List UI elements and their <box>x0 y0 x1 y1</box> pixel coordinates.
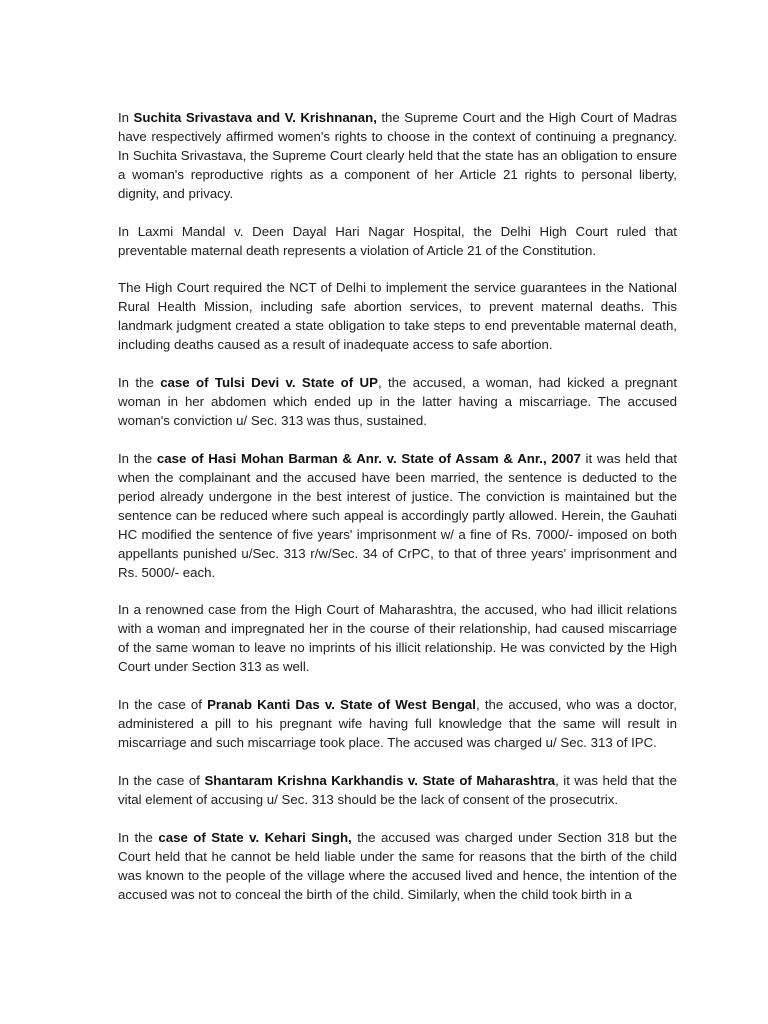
case-name: case of Hasi Mohan Barman & Anr. v. State of Assam & Anr., 2007 <box>156 450 581 466</box>
paragraph-text: the Supreme Court and the High Court of Madras have respectively affirmed women's rights to choose in the context of continuing a pregnancy. In Suchita Srivastava, the Supreme Court clearly held that the state has an obligation to ensure a woman's reproductive rights as a component of her Article 21 rights to personal liberty, dignity, and privacy. <box>118 110 678 201</box>
body-paragraph <box>118 829 677 905</box>
document-body <box>118 109 677 923</box>
case-name: Shantaram Krishna Karkhandis v. State of Maharashtra <box>204 772 556 788</box>
paragraph-text: In the <box>118 375 161 391</box>
paragraph-text: , the accused, who was a doctor, administered a pill to his pregnant wife having full knowledge that the same will result in miscarriage and such miscarriage took place. The accused was charged u/ Sec. 313 of IPC. <box>118 697 677 751</box>
body-paragraph <box>118 109 677 204</box>
body-paragraph <box>118 279 677 355</box>
body-paragraph <box>118 696 677 753</box>
case-name: case of Tulsi Devi v. State of UP <box>160 375 378 391</box>
body-paragraph <box>118 223 677 261</box>
paragraph-text: In Laxmi Mandal v. Deen Dayal Hari Nagar Hospital, the Delhi High Court ruled that preventable maternal death represents a violation of Article 21 of the Constitution. <box>118 223 677 258</box>
paragraph-text: the accused was charged under Section 318 but the Court held that he cannot be held liable under the same for reasons that the birth of the child was known to the people of the village where the accused lived and hence, the intention of the accused was not to conceal the birth of the child. Similarly, when the child took birth in a <box>118 829 677 902</box>
paragraph-text: In the case of <box>118 697 208 713</box>
case-name: Suchita Srivastava and V. Krishnanan, <box>133 110 377 125</box>
paragraph-text: The High Court required the NCT of Delhi to implement the service guarantees in the National Rural Health Mission, including safe abortion services, to prevent maternal deaths. This landmark judgment created a state obligation to take steps to end preventable maternal death, including deaths caused as a result of inadequate access to safe abortion. <box>118 280 677 353</box>
case-name: case of State v. Kehari Singh, <box>158 829 352 845</box>
case-name: Pranab Kanti Das v. State of West Bengal <box>207 697 476 713</box>
paragraph-text: In <box>118 110 134 125</box>
paragraph-text: In the <box>118 829 159 845</box>
paragraph-text: , the accused, a woman, had kicked a pregnant woman in her abdomen which ended up in the latter having a miscarriage. The accused woman's conviction u/ Sec. 313 was thus, sustained. <box>118 375 678 429</box>
paragraph-text: In the <box>118 450 157 466</box>
paragraph-text: it was held that when the complainant and the accused have been married, the sentence is deducted to the period already undergone in the best interest of justice. The conviction is maintained but the sentence can be reduced where such appeal is accordingly partly allowed. Herein, the Gauhati HC modified the sentence of five years' imprisonment w/ a fine of Rs. 7000/- imposed on both appellants punished u/Sec. 313 r/w/Sec. 34 of CrPC, to that of three years' imprisonment and Rs. 5000/- each. <box>118 450 678 580</box>
body-paragraph <box>118 374 677 431</box>
paragraph-text: In the case of <box>118 772 205 788</box>
paragraph-text: In a renowned case from the High Court of Maharashtra, the accused, who had illicit relations with a woman and impregnated her in the course of their relationship, had caused miscarriage of the same woman to leave no imprints of his illicit relationship. He was convicted by the High Court under Section 313 as well. <box>118 602 677 675</box>
body-paragraph <box>118 772 677 810</box>
paragraph-text: , it was held that the vital element of accusing u/ Sec. 313 should be the lack of consent of the prosecutrix. <box>118 772 677 807</box>
body-paragraph <box>118 450 677 583</box>
body-paragraph <box>118 601 677 677</box>
